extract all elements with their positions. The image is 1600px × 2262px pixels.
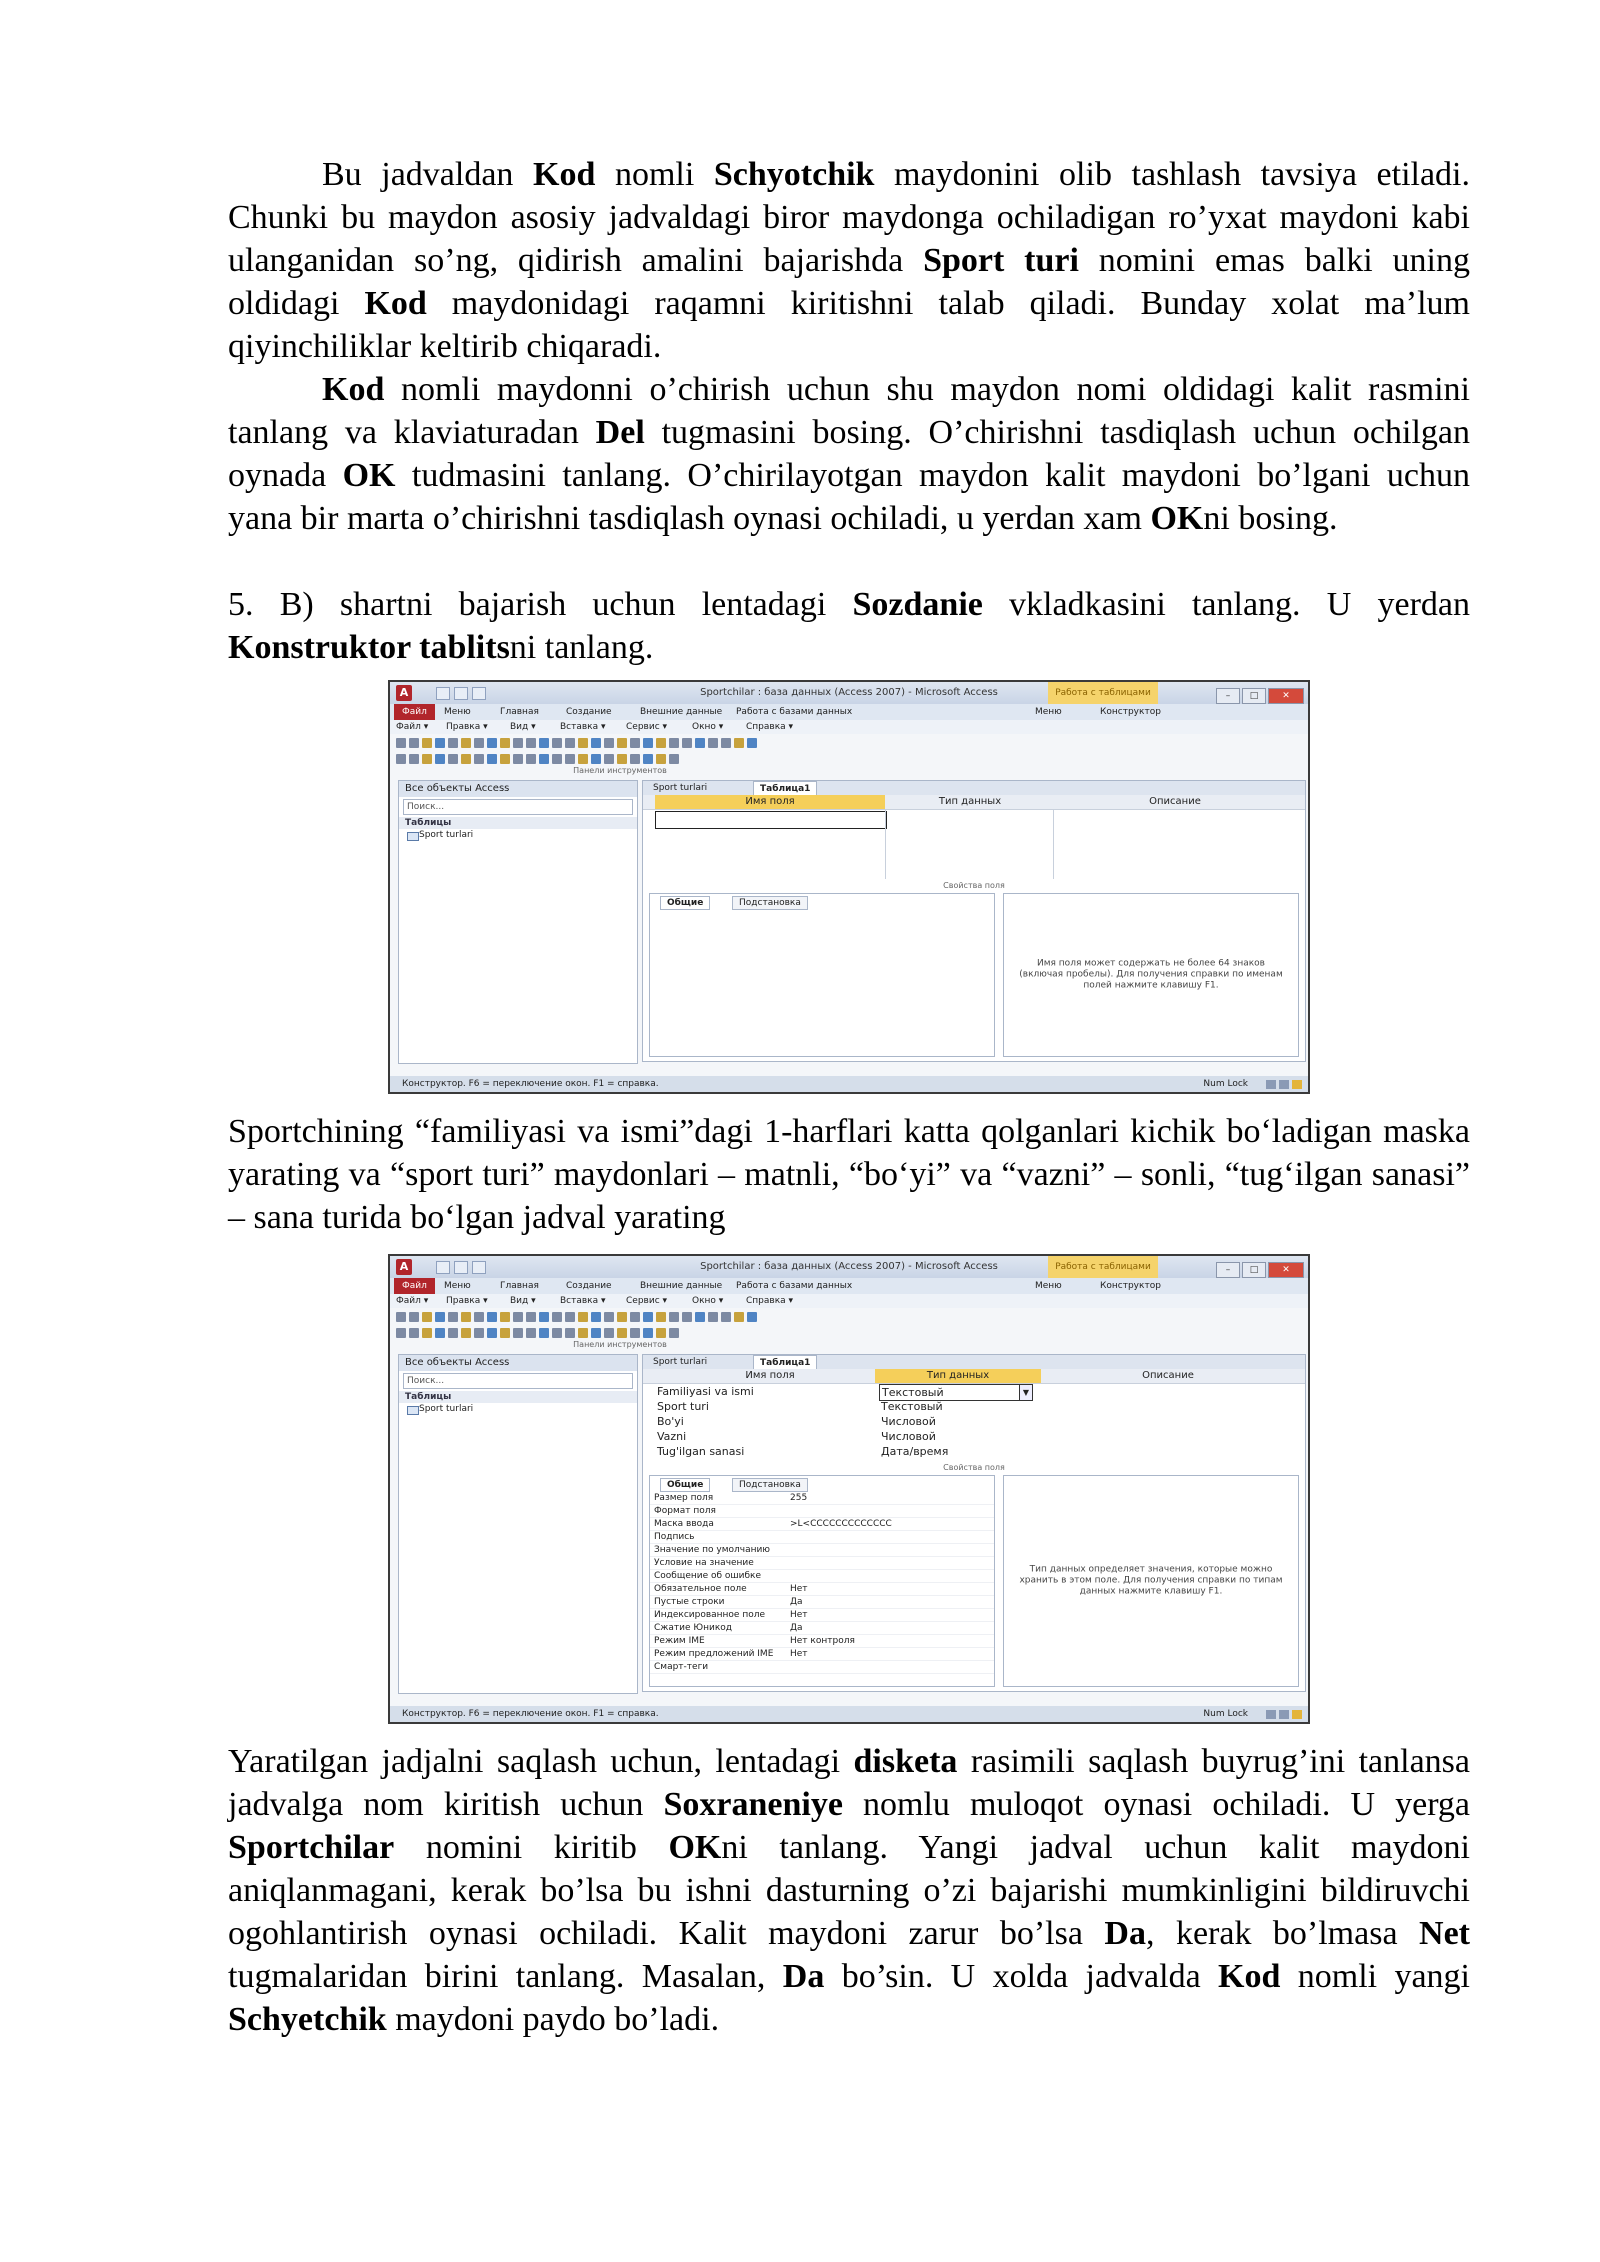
title-bar	[390, 1256, 1308, 1278]
quick-access-toolbar	[418, 1261, 508, 1273]
toolbar-caption: Панели инструментов	[573, 1340, 667, 1349]
menu-edit[interactable]: Правка ▾	[446, 722, 488, 732]
table-row[interactable]	[643, 1444, 1305, 1459]
num-lock-indicator: Num Lock	[1203, 1079, 1248, 1089]
title-bar	[390, 682, 1308, 704]
ribbon-tabs	[390, 1278, 1308, 1294]
col-field-name: Имя поля	[745, 1370, 795, 1381]
paragraph-2: Kod nomli maydonni o’chirish uchun shu maydon nomi oldidagi kalit rasmini tanlang va klaviaturadan Del tugmasini bosing. O’chirishni tasdiqlash uchun ochilgan oynada OK tudmasini tanlang. O’chirilayotgan maydon kalit maydoni bo’lgani uchun yana bir marta o’chirishni tasdiqlash oynasi ochiladi, u yerdan xam OKni bosing.	[228, 371, 1470, 537]
ribbon-tab-database-tools[interactable]: Работа с базами данных	[736, 1281, 853, 1291]
num-lock-indicator: Num Lock	[1203, 1709, 1248, 1719]
nav-item-sport-turlari[interactable]: Sport turlari	[399, 829, 637, 842]
table-row[interactable]	[643, 1429, 1305, 1444]
col-data-type: Тип данных	[875, 1369, 1041, 1383]
paragraph-1: Bu jadvaldan Kod nomli Schyotchik maydonini olib tashlash tavsiya etiladi. Chunki bu maydon asosiy jadvaldagi biror maydonga ochiladigan ro’yxat maydoni kabi ulanganidan so’ng, qidirish amalini bajarishda Sport turi nomini emas balki uning oldidagi Kod maydonidagi raqamni kiritishni talab qiladi. Bunday xolat ma’lum qiyinchiliklar keltirib chiqaradi.	[228, 156, 1470, 365]
property-row[interactable]	[650, 1635, 994, 1648]
property-row[interactable]	[650, 1492, 994, 1505]
property-name: Режим предложений IME	[654, 1649, 774, 1659]
field-hint-panel	[1003, 1475, 1299, 1687]
data-type[interactable]: Числовой	[881, 1415, 936, 1428]
ribbon-tab-menu[interactable]: Меню	[444, 707, 471, 717]
property-name: Сообщение об ошибке	[654, 1571, 762, 1581]
ribbon-tabs	[390, 704, 1308, 720]
property-name: Условие на значение	[654, 1558, 754, 1568]
toolbar-row-2	[396, 1326, 756, 1340]
property-value[interactable]: >L<CCCCCCCCCCCCC	[790, 1519, 892, 1529]
classic-menu-bar	[390, 720, 1308, 734]
view-icon[interactable]	[1266, 1080, 1276, 1089]
col-description: Описание	[1142, 1370, 1194, 1381]
property-name: Обязательное поле	[654, 1584, 747, 1594]
ribbon-tab-home[interactable]: Главная	[500, 1281, 539, 1291]
field-name-input[interactable]	[655, 811, 887, 829]
status-bar	[390, 1076, 1308, 1092]
paragraph-3: 5. B) shartni bajarish uchun lentadagi Sozdanie vkladkasini tanlang. U yerdan Konstruktor tablitsni tanlang.	[228, 586, 1470, 666]
minimize-icon[interactable]: –	[1216, 688, 1240, 704]
property-row[interactable]	[650, 1531, 994, 1544]
field-name[interactable]: Familiyasi va ismi	[657, 1385, 754, 1398]
menu-insert[interactable]: Вставка ▾	[560, 722, 606, 732]
status-text: Конструктор. F6 = переключение окон. F1 = справка.	[402, 1079, 659, 1089]
window-title: Sportchilar : база данных (Access 2007) - Microsoft Access	[700, 687, 998, 698]
table-design-view	[642, 780, 1306, 1062]
close-icon[interactable]: ✕	[1268, 688, 1304, 704]
paragraph-4: Sportchining “familiyasi va ismi”dagi 1-harflari katta qolganlari kichik bo‘ladigan maska yarating va “sport turi” maydonlari – matnli, “bo‘yi” va “vazni” – sonli, “tug‘ilgan sanasi” – sana turida bo‘lgan jadval yarating	[228, 1113, 1470, 1236]
close-icon[interactable]: ✕	[1268, 1262, 1304, 1278]
table-row[interactable]	[643, 1399, 1305, 1414]
menu-file[interactable]: Файл ▾	[396, 722, 429, 732]
menu-window[interactable]: Окно ▾	[692, 722, 724, 732]
design-grid-header	[643, 795, 1305, 810]
col-field-name: Имя поля	[655, 795, 885, 809]
property-row[interactable]	[650, 1570, 994, 1583]
ptab-lookup[interactable]: Подстановка	[732, 1478, 808, 1492]
property-name: Пустые строки	[654, 1597, 725, 1607]
menu-window[interactable]: Окно ▾	[692, 1296, 724, 1306]
document-tabs	[643, 781, 1305, 795]
ribbon-tab-external-data[interactable]: Внешние данные	[640, 1281, 723, 1291]
data-type[interactable]: Текстовый	[881, 1400, 943, 1413]
design-view-icon[interactable]	[1292, 1080, 1302, 1089]
field-hint-panel	[1003, 893, 1299, 1057]
toolbar-row-2	[396, 752, 756, 766]
menu-help[interactable]: Справка ▾	[746, 1296, 794, 1306]
field-hint-text: Имя поля может содержать не более 64 знаков (включая пробелы). Для получения справки по именам полей нажмите клавишу F1.	[1019, 958, 1283, 991]
ribbon-tab-menu-2[interactable]: Меню	[1035, 707, 1062, 717]
maximize-icon[interactable]: □	[1242, 1262, 1266, 1278]
property-name: Значение по умолчанию	[654, 1545, 770, 1555]
nav-item-sport-turlari[interactable]: Sport turlari	[399, 1403, 637, 1416]
doc-tab-table1[interactable]: Таблица1	[753, 781, 817, 796]
ribbon-tab-create[interactable]: Создание	[566, 707, 612, 717]
nav-group-tables[interactable]: Таблицы	[399, 817, 637, 829]
property-value[interactable]: 255	[790, 1493, 808, 1503]
data-type-select[interactable]: Текстовый	[879, 1384, 1033, 1401]
design-grid-header	[643, 1369, 1305, 1384]
property-row[interactable]	[650, 1518, 994, 1531]
property-row[interactable]	[650, 1557, 994, 1570]
field-name[interactable]: Sport turi	[657, 1400, 709, 1413]
property-name: Маска ввода	[654, 1519, 714, 1529]
property-value[interactable]: Нет контроля	[790, 1636, 855, 1646]
data-type[interactable]: Дата/время	[881, 1445, 949, 1458]
ptab-general[interactable]: Общие	[660, 1478, 710, 1492]
quick-access-toolbar	[418, 687, 508, 699]
context-tab-label: Работа с таблицами	[1048, 682, 1158, 704]
property-value[interactable]: Нет	[790, 1584, 808, 1594]
property-value[interactable]: Нет	[790, 1610, 808, 1620]
context-tab-label: Работа с таблицами	[1048, 1256, 1158, 1278]
navigation-pane	[398, 1354, 638, 1694]
property-row[interactable]	[650, 1583, 994, 1596]
property-row[interactable]	[650, 1661, 994, 1674]
access-app-icon: A	[396, 1259, 412, 1275]
field-properties-panel	[649, 893, 995, 1057]
properties-list	[650, 1492, 994, 1674]
paragraph-5: Yaratilgan jadjalni saqlash uchun, lentadagi disketa rasimili saqlash buyrug’ini tanlansa jadvalga nom kiritish uchun Soxraneniye nomlu muloqot oynasi ochiladi. U yerga Sportchilar nomini kiritib OKni tanlang. Yangi jadval uchun kalit maydoni aniqlanmagani, kerak bo’lsa bu ishni dasturning o’zi bajarishi mumkinligini bildiruvchi ogohlantirish oynasi ochiladi. Kalit maydoni zarur bo’lsa Da, kerak bo’lmasa Net tugmalaridan birini tanlang. Masalan, Da bo’sin. U xolda jadvalda Kod nomli yangi Schyetchik maydoni paydo bo’ladi.	[228, 1743, 1471, 2038]
toolbar-row-1	[396, 1310, 856, 1324]
nav-header[interactable]: Все объекты Access	[399, 1355, 637, 1371]
access-screenshot-2	[388, 1254, 1310, 1724]
toolbar-row-1	[396, 736, 856, 750]
view-icon[interactable]	[1279, 1080, 1289, 1089]
property-value[interactable]: Да	[790, 1597, 803, 1607]
ribbon-tab-external-data[interactable]: Внешние данные	[640, 707, 723, 717]
ribbon-tab-menu[interactable]: Меню	[444, 1281, 471, 1291]
properties-tabs	[650, 894, 994, 910]
menu-tools[interactable]: Сервис ▾	[626, 722, 668, 732]
classic-menu-bar	[390, 1294, 1308, 1308]
ribbon-tab-design[interactable]: Конструктор	[1100, 1281, 1161, 1291]
ribbon-tab-file[interactable]: Файл	[394, 704, 435, 720]
menu-insert[interactable]: Вставка ▾	[560, 1296, 606, 1306]
ptab-lookup[interactable]: Подстановка	[732, 896, 808, 910]
menu-tools[interactable]: Сервис ▾	[626, 1296, 668, 1306]
status-bar	[390, 1706, 1308, 1722]
navigation-pane	[398, 780, 638, 1064]
ribbon-tab-home[interactable]: Главная	[500, 707, 539, 717]
menu-edit[interactable]: Правка ▾	[446, 1296, 488, 1306]
ribbon-tab-menu-2[interactable]: Меню	[1035, 1281, 1062, 1291]
view-icon[interactable]	[1266, 1710, 1276, 1719]
menu-view[interactable]: Вид ▾	[510, 722, 536, 732]
maximize-icon[interactable]: □	[1242, 688, 1266, 704]
table-row[interactable]	[643, 1384, 1305, 1399]
view-switcher	[1263, 1709, 1302, 1724]
col-data-type: Тип данных	[938, 796, 1002, 807]
field-name[interactable]: Vazni	[657, 1430, 687, 1443]
doc-tab-table1[interactable]: Таблица1	[753, 1355, 817, 1370]
field-properties-caption: Свойства поля	[943, 1463, 1005, 1472]
ptab-general[interactable]: Общие	[660, 896, 710, 910]
property-row[interactable]	[650, 1609, 994, 1622]
ribbon-tab-database-tools[interactable]: Работа с базами данных	[736, 707, 853, 717]
access-screenshot-1	[388, 680, 1310, 1094]
property-name: Смарт-теги	[654, 1662, 709, 1672]
nav-search-input[interactable]: Поиск...	[403, 1373, 633, 1389]
property-row[interactable]	[650, 1648, 994, 1661]
field-properties-panel	[649, 1475, 995, 1687]
document-tabs	[643, 1355, 1305, 1369]
col-description: Описание	[1149, 796, 1201, 807]
status-text: Конструктор. F6 = переключение окон. F1 = справка.	[402, 1709, 659, 1719]
table-design-view	[642, 1354, 1306, 1692]
ribbon-tab-design[interactable]: Конструктор	[1100, 707, 1161, 717]
property-name: Подпись	[654, 1532, 695, 1542]
property-row[interactable]	[650, 1505, 994, 1518]
nav-search-input[interactable]: Поиск...	[403, 799, 633, 815]
property-name: Режим IME	[654, 1636, 705, 1646]
minimize-icon[interactable]: –	[1216, 1262, 1240, 1278]
view-icon[interactable]	[1279, 1710, 1289, 1719]
field-properties-caption: Свойства поля	[943, 881, 1005, 890]
property-name: Размер поля	[654, 1493, 714, 1503]
property-name: Индексированное поле	[654, 1610, 766, 1620]
menu-view[interactable]: Вид ▾	[510, 1296, 536, 1306]
doc-tab-sport-turlari[interactable]: Sport turlari	[653, 1357, 708, 1367]
data-type[interactable]: Числовой	[881, 1430, 936, 1443]
access-app-icon: A	[396, 685, 412, 701]
chevron-down-icon[interactable]: ▼	[1019, 1384, 1033, 1401]
ribbon-tab-file[interactable]: Файл	[394, 1278, 435, 1294]
property-row[interactable]	[650, 1544, 994, 1557]
table-row[interactable]	[643, 1414, 1305, 1429]
field-name[interactable]: Bo'yi	[657, 1415, 684, 1428]
doc-tab-sport-turlari[interactable]: Sport turlari	[653, 783, 708, 793]
design-view-icon[interactable]	[1292, 1710, 1302, 1719]
property-name: Формат поля	[654, 1506, 716, 1516]
field-name[interactable]: Tug'ilgan sanasi	[657, 1445, 745, 1458]
nav-group-tables[interactable]: Таблицы	[399, 1391, 637, 1403]
property-value[interactable]: Нет	[790, 1649, 808, 1659]
nav-header[interactable]: Все объекты Access	[399, 781, 637, 797]
ribbon-tab-create[interactable]: Создание	[566, 1281, 612, 1291]
properties-tabs	[650, 1476, 994, 1492]
menu-file[interactable]: Файл ▾	[396, 1296, 429, 1306]
toolbar-caption: Панели инструментов	[573, 766, 667, 775]
window-title: Sportchilar : база данных (Access 2007) - Microsoft Access	[700, 1261, 998, 1272]
property-row[interactable]	[650, 1596, 994, 1609]
property-row[interactable]	[650, 1622, 994, 1635]
property-value[interactable]: Да	[790, 1623, 803, 1633]
property-name: Сжатие Юникод	[654, 1623, 733, 1633]
menu-help[interactable]: Справка ▾	[746, 722, 794, 732]
view-switcher	[1263, 1079, 1302, 1094]
field-hint-text: Тип данных определяет значения, которые можно хранить в этом поле. Для получения справки по типам данных нажмите клавишу F1.	[1019, 1564, 1283, 1597]
